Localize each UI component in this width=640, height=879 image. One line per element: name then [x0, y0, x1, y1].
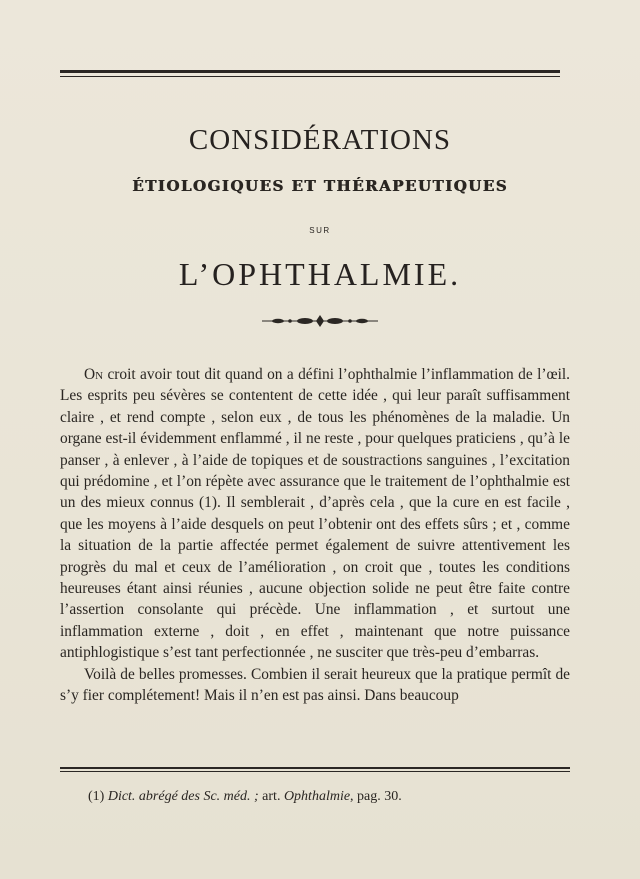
footnote-rule — [60, 767, 570, 772]
ornament-divider-icon — [260, 314, 380, 328]
initial-word: On — [84, 366, 104, 383]
title-etiologiques: ÉTIOLOGIQUES ET THÉRAPEUTIQUES — [132, 177, 508, 195]
title-considerations: CONSIDÉRATIONS — [188, 124, 452, 156]
paragraph-1 — [60, 364, 570, 664]
footnote — [88, 789, 568, 805]
footnote-page: , pag. 30. — [350, 789, 402, 804]
paragraph-1-text: croit avoir tout dit quand on a défini l’ophthalmie l’inflammation de l’œil. Les esprits peu sévères se contentent de cette idée , qui leur paraît suffisamment claire , et rend compte , selon eux , de tous les phénomènes de la maladie. Un organe est-il évidemment enflammé , il ne reste , pour quelques praticiens , qu’à le panser , à enlever , à l’aide de topiques et de soustractions sanguines , l’excitation qui prédomine , et l’on répète avec assurance que le traitement de l’ophthalmie est un des mieux connus (1). Il semblerait , d’après cela , que la cure en est facile , que les moyens à l’aide desquels on peut l’obtenir ont des effets sûrs ; et , comme la situation de la partie affectée permet également de suivre attentivement les progrès du mal et ceux de l’amélioration , on croit que , toutes les conditions heureuses étant ainsi réunies , aucune objection solide ne peut être faite contre l’assertion consolante qui précède. Une inflammation , et surtout une inflammation externe , doit , en effet , maintenant que notre puissance antiphlogistique s’est tant perfectionnée , ne susciter que très-peu d’embarras. — [60, 366, 570, 662]
body-text — [60, 364, 570, 707]
footnote-source: Dict. abrégé des Sc. méd. ; — [107, 789, 259, 804]
footnote-marker: (1) — [88, 789, 105, 804]
paragraph-2: Voilà de belles promesses. Combien il serait heureux que la pratique permît de s’y fier complétement! Mais il n’en est pas ainsi. Dans beaucoup — [60, 665, 570, 705]
footnote-article: Ophthalmie — [283, 789, 351, 804]
title-sur: SUR — [309, 226, 331, 235]
title-ophthalmie: L’OPHTHALMIE. — [178, 256, 462, 292]
top-double-rule — [60, 70, 560, 77]
footnote-article-prefix: art. — [262, 789, 281, 804]
